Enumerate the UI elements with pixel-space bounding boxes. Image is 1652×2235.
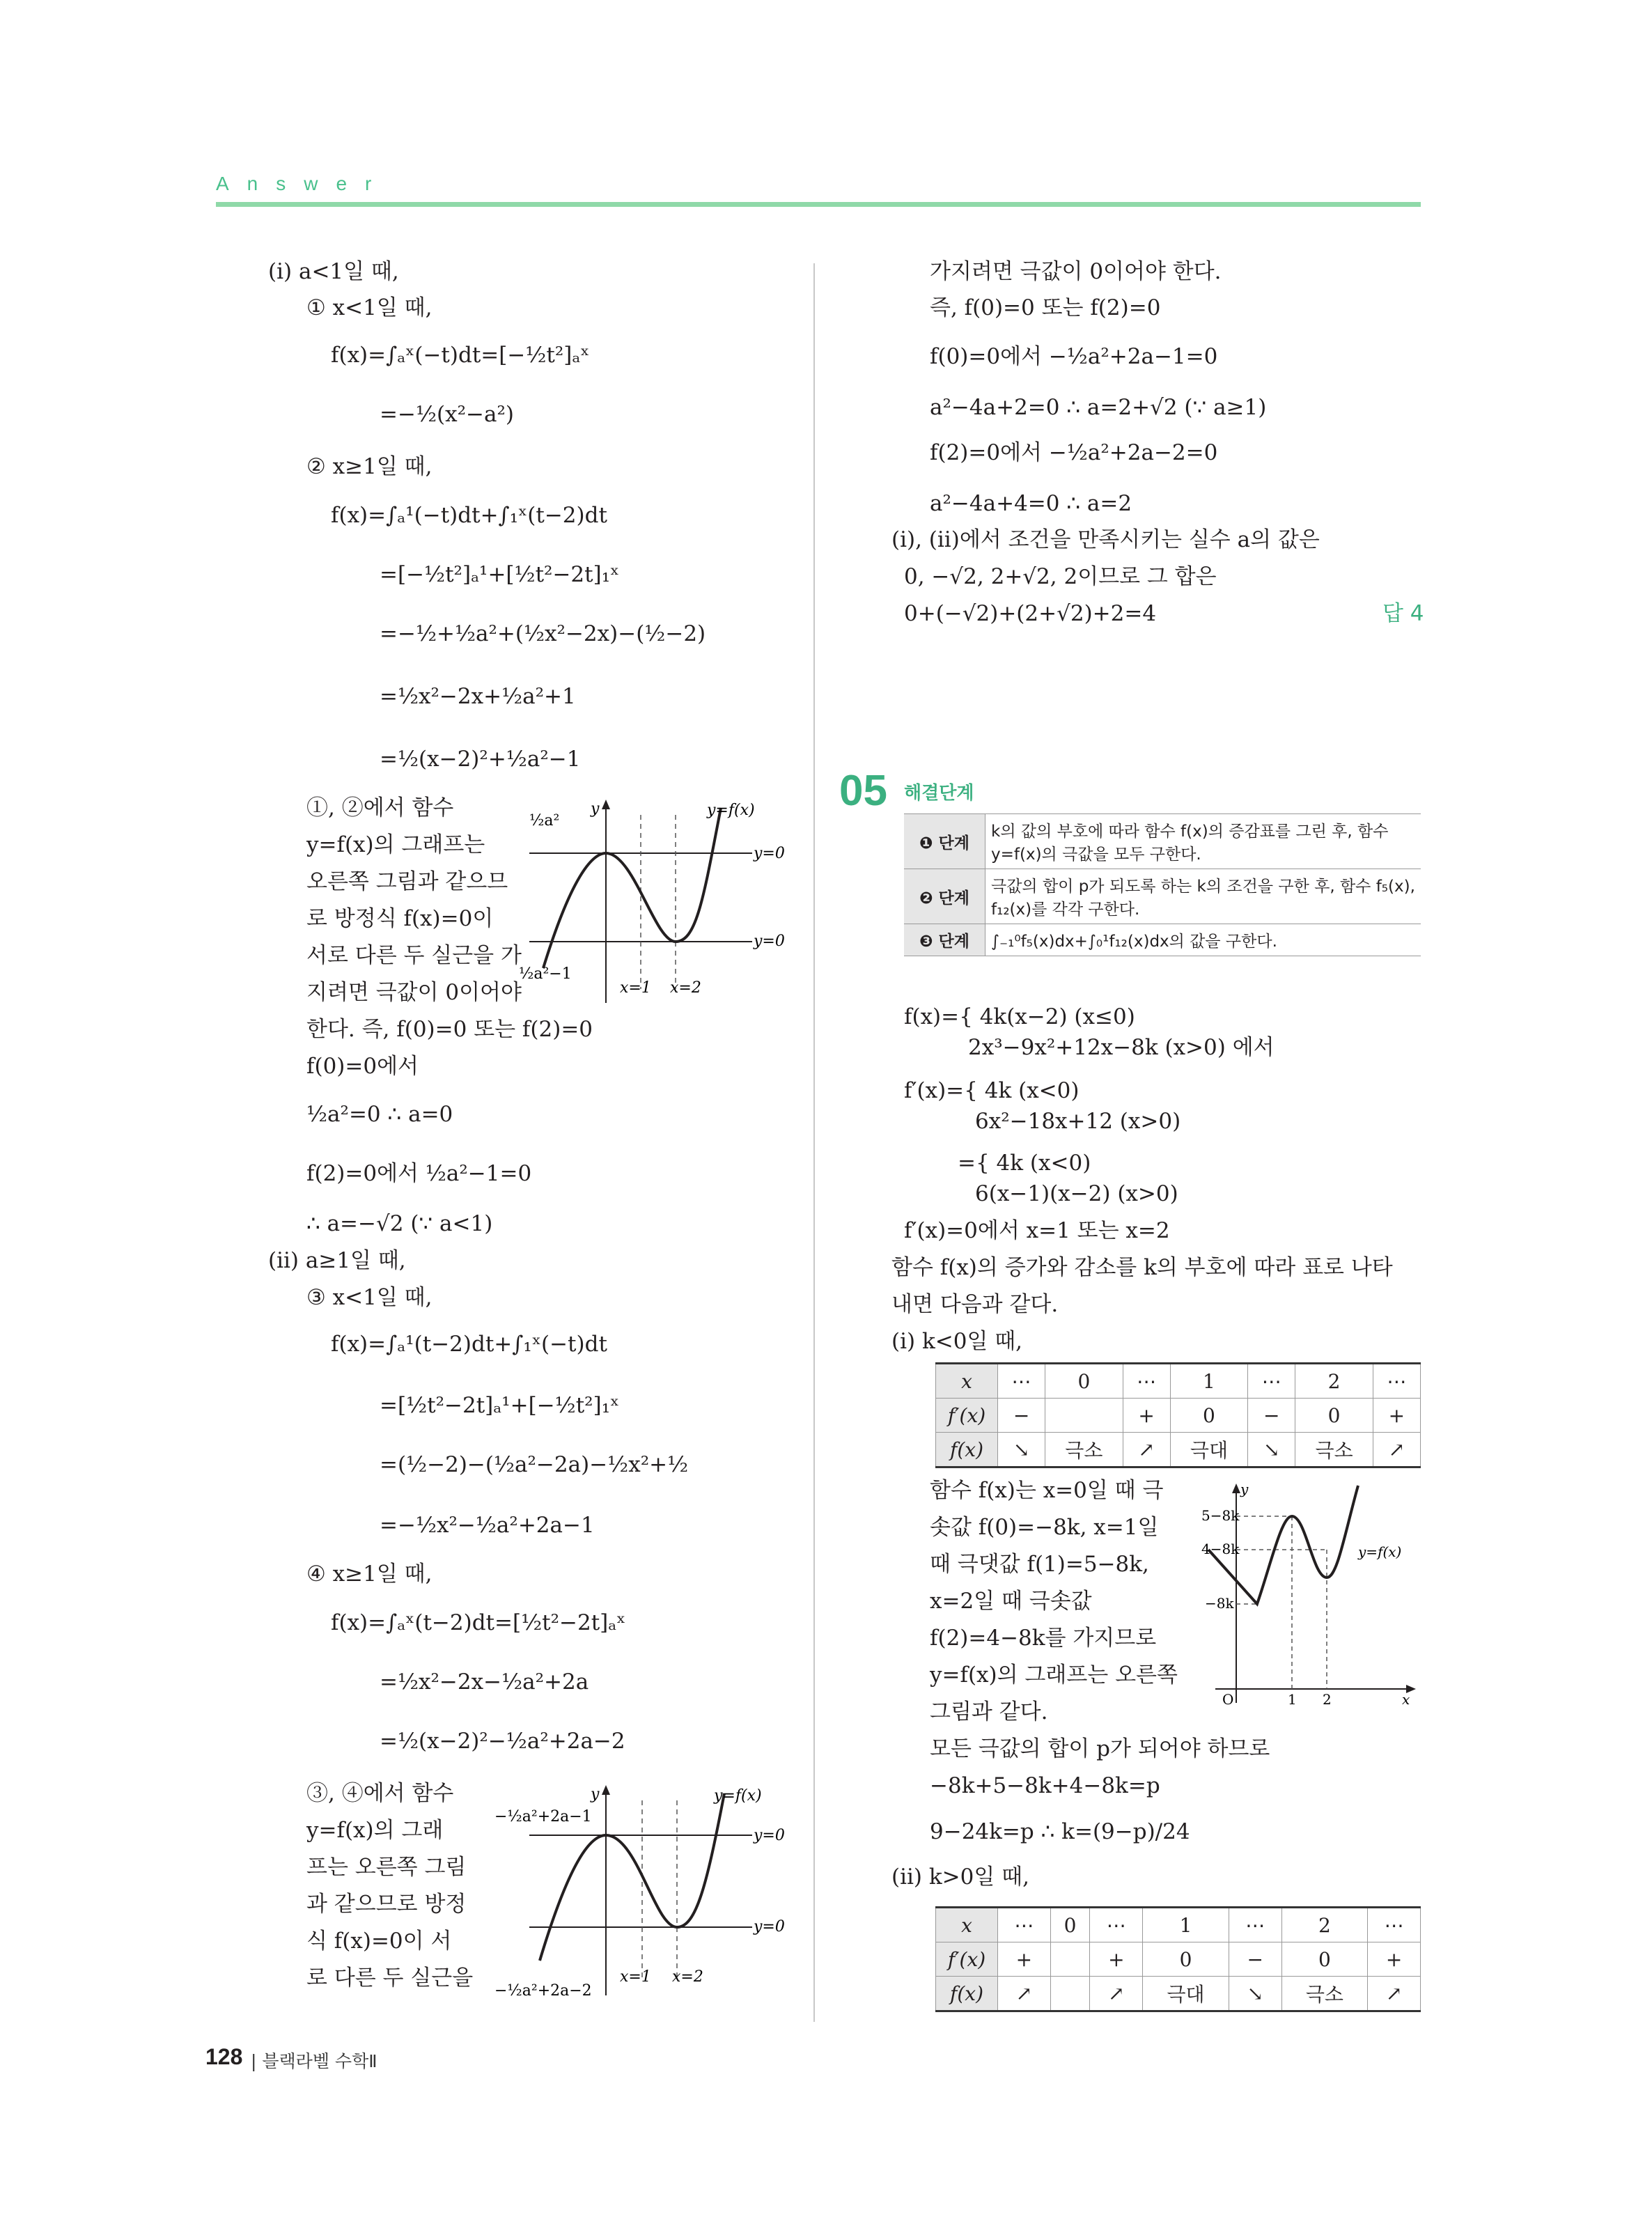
table-cell: 극소 <box>1281 1977 1368 2011</box>
table-cell: ⋯ <box>1373 1364 1420 1399</box>
origin-label: O <box>1222 1691 1234 1708</box>
table-cell <box>1050 1942 1090 1977</box>
line-label: y=0 <box>754 1827 785 1844</box>
table-row <box>936 1908 1421 1942</box>
text-line: 오른쪽 그림과 같으므 <box>306 869 508 894</box>
table-cell: 0 <box>1281 1942 1368 1977</box>
math-line: 6x²−18x+12 (x>0) <box>975 1109 1181 1134</box>
y-axis-label: y <box>591 1786 600 1803</box>
table-cell: ⋯ <box>998 1364 1045 1399</box>
page-number: 128 <box>205 2044 243 2069</box>
table-cell: 0 <box>1045 1364 1123 1399</box>
text-line: 0, −√2, 2+√2, 2이므로 그 합은 <box>904 564 1217 589</box>
table-cell: ↘ <box>1229 1977 1281 2011</box>
y-tick-label: 4−8k <box>1201 1541 1240 1557</box>
table-cell: x <box>936 1364 998 1399</box>
graph-k-negative <box>1201 1480 1424 1710</box>
text-line: 내면 다음과 같다. <box>891 1292 1059 1317</box>
curve-label: y=f(x) <box>714 1787 762 1805</box>
math-line: =½x²−2x+½a²+1 <box>380 684 576 709</box>
math-line: f(x)=∫ₐˣ(t−2)dt=[½t²−2t]ₐˣ <box>331 1610 626 1635</box>
table-cell: + <box>1373 1399 1420 1433</box>
table-cell: ↗ <box>1368 1977 1421 2011</box>
text-line: 로 다른 두 실근을 <box>306 1965 474 1991</box>
text-line: 함수 f(x)의 증가와 감소를 k의 부호에 따라 표로 나타 <box>891 1255 1393 1280</box>
x-axis-label: x <box>1402 1691 1410 1708</box>
math-line: f′(x)={ 4k (x<0) <box>904 1078 1080 1103</box>
text-line: 식 f(x)=0이 서 <box>306 1929 452 1954</box>
text-line: x=2일 때 극솟값 <box>930 1589 1092 1614</box>
text-line: 프는 오른쪽 그림 <box>306 1855 467 1880</box>
table-row <box>936 1942 1421 1977</box>
table-cell: f(x) <box>936 1977 998 2011</box>
math-line: f(2)=0에서 ½a²−1=0 <box>306 1161 532 1186</box>
math-line: a²−4a+4=0 ∴ a=2 <box>930 491 1132 516</box>
graph-bottom-label: −½a²+2a−2 <box>494 1982 592 2000</box>
table-cell: 극대 <box>1170 1433 1248 1467</box>
x-label: x=2 <box>672 1968 703 1986</box>
column-divider <box>813 263 815 2022</box>
table-cell: f′(x) <box>936 1399 998 1433</box>
math-line: 0+(−√2)+(2+√2)+2=4 <box>904 601 1157 626</box>
text-line: 한다. 즉, f(0)=0 또는 f(2)=0 <box>306 1017 593 1042</box>
math-line: 6(x−1)(x−2) (x>0) <box>975 1181 1178 1206</box>
text-line: ① x<1일 때, <box>306 295 433 320</box>
book-title-text: 블랙라벨 수학Ⅱ <box>262 2051 377 2071</box>
y-tick-label: 5−8k <box>1201 1507 1240 1524</box>
math-line: =(½−2)−(½a²−2a)−½x²+½ <box>380 1452 689 1477</box>
section-header: Answer <box>216 173 390 194</box>
text-line: (ⅱ) a≥1일 때, <box>268 1248 406 1273</box>
math-line: =−½+½a²+(½x²−2x)−(½−2) <box>380 621 706 646</box>
increase-table-k-negative <box>935 1362 1421 1468</box>
table-cell: ⋯ <box>1090 1908 1143 1942</box>
text-line: 지려면 극값이 0이어야 <box>306 980 522 1005</box>
answer-label: 답 4 <box>1382 601 1424 626</box>
text-line: ③ x<1일 때, <box>306 1285 433 1310</box>
table-cell <box>1045 1399 1123 1433</box>
table-cell: 0 <box>1143 1942 1229 1977</box>
math-line: =[−½t²]ₐ¹+[½t²−2t]₁ˣ <box>380 562 620 587</box>
math-line: f(2)=0에서 −½a²+2a−2=0 <box>930 440 1218 465</box>
x-label: x=1 <box>620 979 651 997</box>
math-line: a²−4a+2=0 ∴ a=2+√2 (∵ a≥1) <box>930 395 1267 420</box>
math-line: ∴ a=−√2 (∵ a<1) <box>306 1211 493 1236</box>
table-cell: f(x) <box>936 1433 998 1467</box>
table-cell: ↗ <box>1123 1433 1170 1467</box>
table-cell: 2 <box>1281 1908 1368 1942</box>
header-rule <box>216 202 1421 207</box>
table-cell: ↘ <box>998 1433 1045 1467</box>
table-cell: 극대 <box>1143 1977 1229 2011</box>
table-cell: ⋯ <box>998 1908 1051 1942</box>
table-cell: 극소 <box>1295 1433 1373 1467</box>
y-tick-label: −8k <box>1205 1595 1234 1612</box>
text-line: 과 같으므로 방정 <box>306 1892 467 1917</box>
step-row <box>904 814 1421 869</box>
table-cell: 0 <box>1170 1399 1248 1433</box>
math-line: f(0)=0에서 −½a²+2a−1=0 <box>930 344 1218 369</box>
step-text: ∫₋₁⁰f₅(x)dx+∫₀¹f₁₂(x)dx의 값을 구한다. <box>985 924 1421 956</box>
increase-table-k-positive <box>935 1906 1421 2012</box>
text-line: 함수 f(x)는 x=0일 때 극 <box>930 1478 1164 1503</box>
table-cell: ⋯ <box>1368 1908 1421 1942</box>
step-text: k의 값의 부호에 따라 함수 f(x)의 증감표를 그린 후, 함수 y=f(x)의 극값을 모두 구한다. <box>985 814 1421 869</box>
table-cell: ↘ <box>1248 1433 1295 1467</box>
table-cell: − <box>1229 1942 1281 1977</box>
table-cell: ⋯ <box>1248 1364 1295 1399</box>
text-line: 그림과 같다. <box>930 1699 1048 1724</box>
math-line: f(x)=∫ₐ¹(t−2)dt+∫₁ˣ(−t)dt <box>331 1332 607 1357</box>
text-line: y=f(x)의 그래 <box>306 1818 444 1843</box>
curve-label: y=f(x) <box>707 802 755 819</box>
text-line: 즉, f(0)=0 또는 f(2)=0 <box>930 295 1161 320</box>
table-cell: ↗ <box>998 1977 1051 2011</box>
step-label: ❸ 단계 <box>904 924 985 956</box>
table-cell: − <box>998 1399 1045 1433</box>
line-label: y=0 <box>754 1918 785 1936</box>
table-cell: 0 <box>1295 1399 1373 1433</box>
graph-top-label: ½a² <box>529 812 560 830</box>
math-line: =[½t²−2t]ₐ¹+[−½t²]₁ˣ <box>380 1393 620 1418</box>
y-axis-label: y <box>591 800 600 818</box>
table-cell: + <box>1090 1942 1143 1977</box>
math-line: f(x)={ 4k(x−2) (x≤0) <box>904 1004 1135 1029</box>
text-line: ①, ②에서 함수 <box>306 795 454 820</box>
table-row <box>936 1364 1421 1399</box>
table-cell: ⋯ <box>1123 1364 1170 1399</box>
text-line: f(0)=0에서 <box>306 1054 419 1079</box>
x-tick-label: 2 <box>1323 1691 1332 1708</box>
step-row <box>904 924 1421 956</box>
graph-case2 <box>488 1780 794 2009</box>
table-row <box>936 1399 1421 1433</box>
table-cell <box>1050 1977 1090 2011</box>
math-line: =−½(x²−a²) <box>380 402 514 427</box>
text-line: ③, ④에서 함수 <box>306 1781 454 1806</box>
table-row <box>936 1977 1421 2011</box>
book-title: | 블랙라벨 수학Ⅱ <box>251 2051 377 2071</box>
text-line: 모든 극값의 합이 p가 되어야 하므로 <box>930 1736 1270 1761</box>
step-label: ❶ 단계 <box>904 814 985 869</box>
text-line: y=f(x)의 그래프는 오른쪽 <box>930 1662 1178 1688</box>
math-line: f(x)=∫ₐˣ(−t)dt=[−½t²]ₐˣ <box>331 343 590 368</box>
step-text: 극값의 합이 p가 되도록 하는 k의 조건을 구한 후, 함수 f₅(x), f₁₂(x)를 각각 구한다. <box>985 869 1421 924</box>
graph-top-label: −½a²+2a−1 <box>494 1808 592 1825</box>
steps-title: 해결단계 <box>904 783 974 804</box>
math-line: 2x³−9x²+12x−8k (x>0) 에서 <box>968 1035 1275 1060</box>
curve-label: y=f(x) <box>1358 1543 1402 1560</box>
text-line: ② x≥1일 때, <box>306 454 433 479</box>
table-cell: 0 <box>1050 1908 1090 1942</box>
text-line: f(2)=4−8k를 가지므로 <box>930 1626 1157 1651</box>
line-label: y=0 <box>754 845 785 862</box>
text-line: y=f(x)의 그래프는 <box>306 832 485 857</box>
graph-case1 <box>515 794 794 1010</box>
table-cell: f′(x) <box>936 1942 998 1977</box>
math-line: =½(x−2)²−½a²+2a−2 <box>380 1729 625 1754</box>
text-line: (ⅰ) a<1일 때, <box>268 259 399 284</box>
math-line: −8k+5−8k+4−8k=p <box>930 1773 1160 1798</box>
text-line: 서로 다른 두 실근을 가 <box>306 943 522 968</box>
text-line: 가지려면 극값이 0이어야 한다. <box>930 259 1222 284</box>
table-cell: x <box>936 1908 998 1942</box>
y-axis-label: y <box>1240 1481 1249 1497</box>
table-cell: 극소 <box>1045 1433 1123 1467</box>
x-label: x=1 <box>620 1968 651 1986</box>
step-label: ❷ 단계 <box>904 869 985 924</box>
math-line: =½x²−2x−½a²+2a <box>380 1669 589 1695</box>
graph-bottom-label: ½a²−1 <box>519 965 572 983</box>
table-cell: + <box>1123 1399 1170 1433</box>
x-label: x=2 <box>670 979 701 997</box>
line-label: y=0 <box>754 933 785 950</box>
step-row <box>904 869 1421 924</box>
text-line: (ⅰ), (ⅱ)에서 조건을 만족시키는 실수 a의 값은 <box>891 527 1320 552</box>
text-line: (ⅱ) k>0일 때, <box>891 1864 1029 1890</box>
text-line: ④ x≥1일 때, <box>306 1562 433 1587</box>
problem-number: 05 <box>839 767 887 815</box>
math-line: ={ 4k (x<0) <box>958 1151 1091 1176</box>
solution-steps-table <box>904 813 1421 956</box>
text-line: (ⅰ) k<0일 때, <box>891 1329 1023 1354</box>
text-line: 솟값 f(0)=−8k, x=1일 <box>930 1515 1159 1540</box>
math-line: =½(x−2)²+½a²−1 <box>380 747 581 772</box>
table-cell: ⋯ <box>1229 1908 1281 1942</box>
table-cell: 1 <box>1143 1908 1229 1942</box>
text-line: 때 극댓값 f(1)=5−8k, <box>930 1552 1149 1577</box>
math-line: ½a²=0 ∴ a=0 <box>306 1102 453 1127</box>
math-line: =−½x²−½a²+2a−1 <box>380 1513 595 1538</box>
math-line: f(x)=∫ₐ¹(−t)dt+∫₁ˣ(t−2)dt <box>331 503 607 528</box>
table-cell: ↗ <box>1090 1977 1143 2011</box>
math-line: f′(x)=0에서 x=1 또는 x=2 <box>904 1218 1170 1243</box>
table-cell: ↗ <box>1373 1433 1420 1467</box>
math-line: 9−24k=p ∴ k=(9−p)/24 <box>930 1819 1190 1844</box>
table-row <box>936 1433 1421 1467</box>
text-line: 로 방정식 f(x)=0이 <box>306 906 494 931</box>
x-tick-label: 1 <box>1288 1691 1297 1708</box>
table-cell: + <box>998 1942 1051 1977</box>
table-cell: − <box>1248 1399 1295 1433</box>
table-cell: 2 <box>1295 1364 1373 1399</box>
table-cell: + <box>1368 1942 1421 1977</box>
table-cell: 1 <box>1170 1364 1248 1399</box>
